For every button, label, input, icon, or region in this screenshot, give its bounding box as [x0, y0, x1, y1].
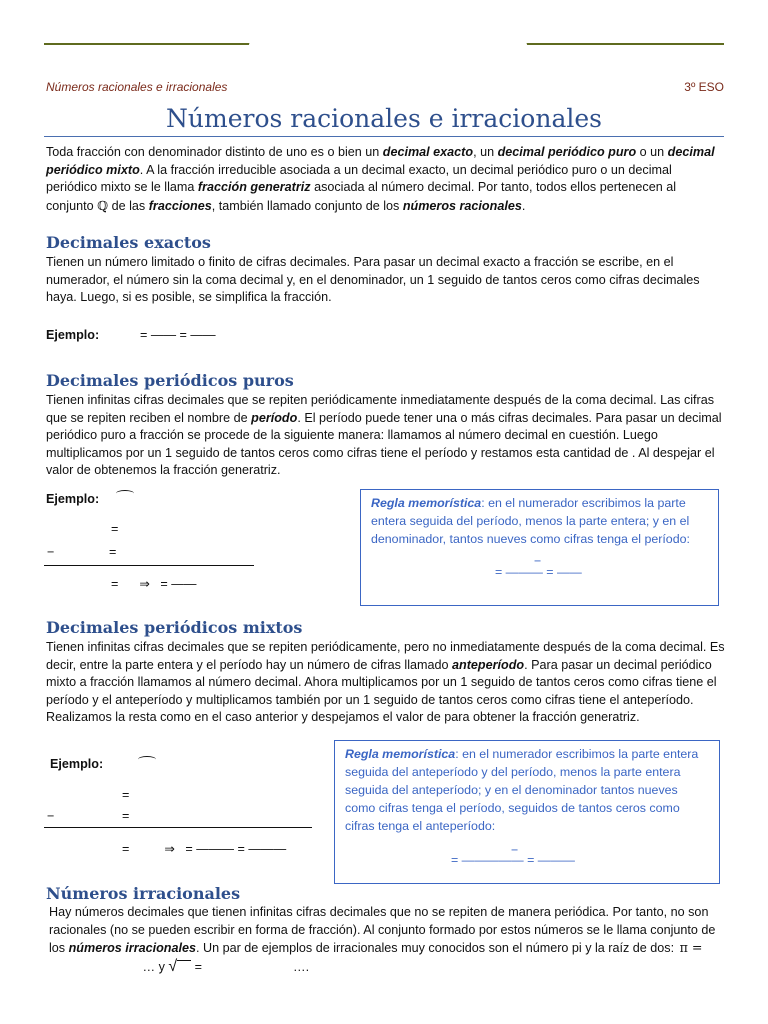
mixtos-rule-box: Regla memorística: en el numerador escribimos la parte entera seguida del anteperíodo y del período, menos la parte entera seguida del anteperíodo; y en el denominador tantos nueves como cifras tenga el período, seguidos de tantos ceros como cifras tenga el anteperíodo: − = ————— = ———	[334, 740, 720, 884]
puros-eq1: =	[111, 522, 119, 536]
irracionales-paragraph: Hay números decimales que tienen infinitas cifras decimales que no se repiten de manera periódica. Por tanto, no son racionales (no se pueden escribir en forma de fracción). Al conjunto formado por estos números se le llama conjunto de los números irracionales. Un par de ejemplos de irracionales muy conocidos son el número pi y la raíz de dos: π = … y √ = ….	[49, 905, 716, 975]
exactos-example-math: = —— = ——	[140, 328, 216, 342]
puros-example-label: Ejemplo:	[46, 492, 100, 506]
page-title: Números racionales e irracionales	[166, 104, 602, 133]
period-arc-icon	[116, 490, 134, 497]
mixtos-eq2: =	[122, 809, 130, 823]
puros-minus: −	[47, 545, 55, 559]
mixtos-example-label: Ejemplo:	[50, 757, 104, 771]
puros-subtraction-rule	[44, 565, 254, 566]
rationals-symbol: ℚ	[97, 197, 109, 213]
mixtos-rule-minus: −	[511, 843, 519, 857]
section-heading-mixtos: Decimales periódicos mixtos	[46, 618, 303, 637]
mixtos-result: = ⇒ = ——— = ———	[122, 842, 287, 856]
pi-symbol: π =	[679, 940, 703, 955]
section-heading-puros: Decimales periódicos puros	[46, 371, 294, 390]
section-heading-exactos: Decimales exactos	[46, 233, 211, 252]
exactos-paragraph: Tienen un número limitado o finito de cifras decimales. Para pasar un decimal exacto a fracción se escribe, en el numerador, el número sin la coma decimal y, en el denominador, un 1 seguido de tantos ceros como cifras decimales haya. Luego, si es posible, se simplifica la fracción.	[46, 255, 700, 304]
puros-result: = ⇒ = ——	[111, 577, 197, 591]
mixtos-subtraction-rule	[44, 827, 312, 828]
title-rule	[44, 136, 724, 137]
mixtos-paragraph: Tienen infinitas cifras decimales que se repiten periódicamente, pero no inmediatamente después de la coma decimal. Es decir, entre la parte entera y el período hay un número de cifras llamado anteperíodo. Para pasar un decimal periódico mixto a fracción llamamos al número decimal. Ahora multiplicamos por un 1 seguido de tantos ceros como cifras tiene el período y el anteperíodo y multiplicamos también por un 1 seguido de tantos ceros como cifras tiene el anteperíodo. Realizamos la resta como en el caso anterior y despejamos el valor de para obtener la fracción generatriz.	[46, 640, 725, 724]
puros-eq2: =	[109, 545, 117, 559]
puros-rule-math: = ——— = ——	[495, 565, 582, 579]
mixtos-minus: −	[47, 809, 55, 823]
mixtos-eq1: =	[122, 788, 130, 802]
running-header-title: Números racionales e irracionales	[46, 80, 228, 94]
puros-rule-minus: −	[534, 554, 542, 568]
section-heading-irracionales: Números irracionales	[46, 884, 241, 903]
intro-paragraph: Toda fracción con denominador distinto de uno es o bien un decimal exacto, un decimal periódico puro o un decimal periódico mixto. A la fracción irreducible asociada a un decimal exacto, un decimal periódico puro o un decimal periódico mixto se le llama fracción generatriz asociada al número decimal. Por tanto, todos ellos pertenecen al conjunto ℚ de las fracciones, también llamado conjunto de los números racionales.	[46, 145, 715, 213]
running-header-level: 3º ESO	[684, 80, 724, 94]
exactos-example-label: Ejemplo:	[46, 328, 100, 342]
sqrt-icon: √	[168, 957, 178, 975]
puros-paragraph: Tienen infinitas cifras decimales que se repiten periódicamente inmediatamente después de la coma decimal. Las cifras que se repiten reciben el nombre de período. El período puede tener una o más cifras decimales. Para pasar un decimal periódico puro a fracción se procede de la siguiente manera: llamamos al número decimal en cuestión. Luego multiplicamos por un 1 seguido de tantos ceros como cifras tiene el período y restamos esta cantidad de . Al despejar el valor de obtenemos la fracción generatriz.	[46, 393, 722, 477]
mixtos-rule-math: = ————— = ———	[451, 853, 575, 867]
period-arc-icon	[138, 756, 156, 763]
header-logo-area	[248, 24, 528, 80]
puros-rule-box: Regla memorística: en el numerador escribimos la parte entera seguida del período, menos la parte entera; y en el denominador, tantos nueves como cifras tenga el período: − = ——— = ——	[360, 489, 719, 606]
